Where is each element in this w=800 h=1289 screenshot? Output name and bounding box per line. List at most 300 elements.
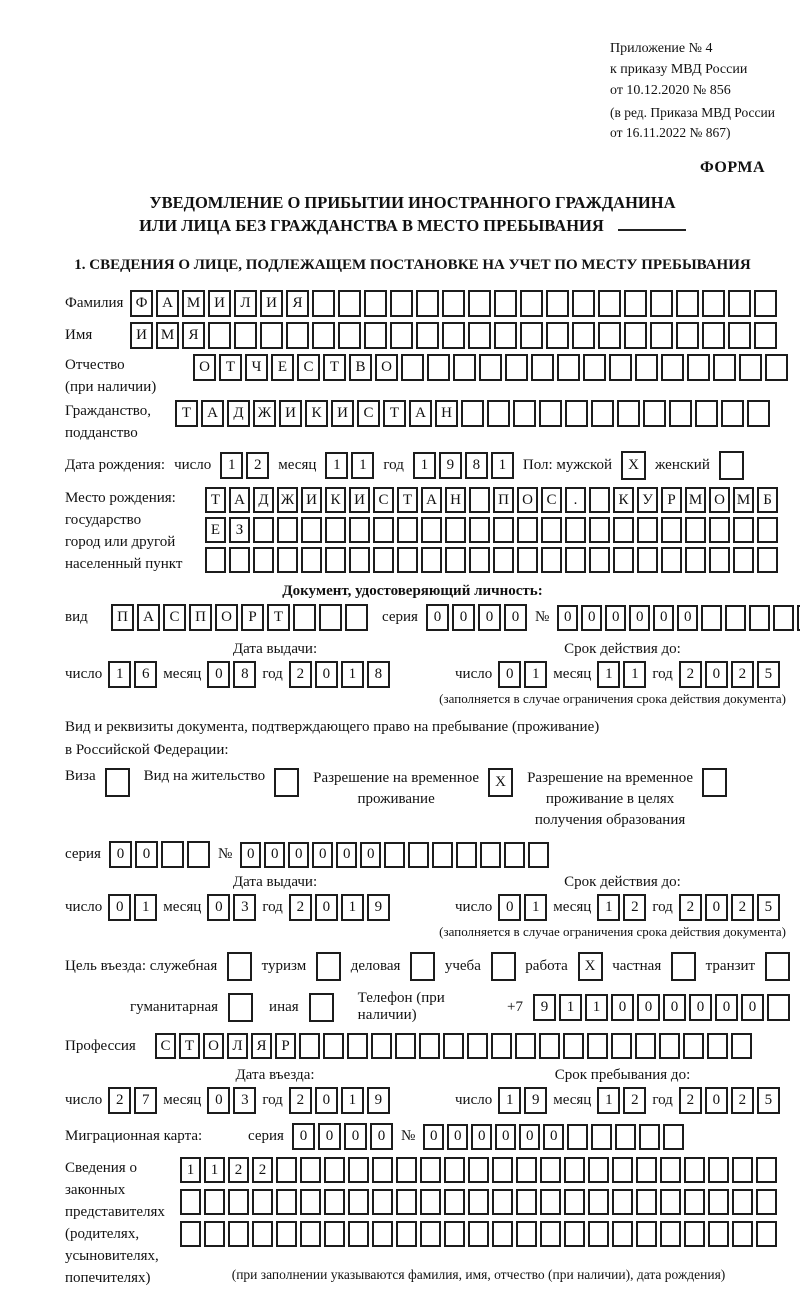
char-box[interactable]: 2 <box>679 661 702 688</box>
char-box[interactable] <box>325 517 346 543</box>
char-box[interactable] <box>397 547 418 573</box>
char-box[interactable] <box>348 1189 369 1215</box>
char-box[interactable] <box>260 322 283 349</box>
char-box[interactable]: 0 <box>519 1124 540 1150</box>
char-box[interactable] <box>345 604 368 631</box>
char-box[interactable]: Л <box>234 290 257 317</box>
char-box[interactable] <box>635 1033 656 1059</box>
char-box[interactable]: 0 <box>452 604 475 631</box>
char-box[interactable] <box>663 1124 684 1150</box>
char-box[interactable]: М <box>733 487 754 513</box>
char-box[interactable]: О <box>193 354 216 381</box>
char-box[interactable] <box>635 354 658 381</box>
char-box[interactable]: 0 <box>447 1124 468 1150</box>
char-box[interactable]: 1 <box>204 1157 225 1183</box>
char-box[interactable] <box>721 400 744 427</box>
char-box[interactable]: 0 <box>611 994 634 1021</box>
char-box[interactable]: 1 <box>597 661 620 688</box>
char-box[interactable]: 1 <box>524 661 547 688</box>
char-box[interactable] <box>372 1189 393 1215</box>
char-box[interactable] <box>324 1189 345 1215</box>
checkbox-cell[interactable] <box>227 952 252 981</box>
char-box[interactable] <box>445 547 466 573</box>
char-box[interactable] <box>661 547 682 573</box>
char-box[interactable]: К <box>325 487 346 513</box>
char-box[interactable]: 0 <box>288 842 309 868</box>
char-box[interactable]: А <box>201 400 224 427</box>
char-box[interactable]: Е <box>205 517 226 543</box>
char-box[interactable] <box>442 290 465 317</box>
char-box[interactable] <box>643 400 666 427</box>
char-box[interactable] <box>732 1221 753 1247</box>
char-box[interactable]: 0 <box>240 842 261 868</box>
char-box[interactable] <box>517 547 538 573</box>
char-box[interactable]: И <box>301 487 322 513</box>
char-box[interactable] <box>683 1033 704 1059</box>
char-box[interactable] <box>187 841 210 868</box>
char-box[interactable] <box>373 517 394 543</box>
char-box[interactable]: 1 <box>597 1087 620 1114</box>
char-box[interactable] <box>747 400 770 427</box>
char-box[interactable]: Р <box>275 1033 296 1059</box>
char-box[interactable] <box>479 354 502 381</box>
char-box[interactable] <box>487 400 510 427</box>
char-box[interactable]: 0 <box>360 842 381 868</box>
char-box[interactable]: П <box>189 604 212 631</box>
char-box[interactable]: 0 <box>423 1124 444 1150</box>
char-box[interactable] <box>492 1157 513 1183</box>
char-box[interactable] <box>390 322 413 349</box>
char-box[interactable] <box>371 1033 392 1059</box>
char-box[interactable] <box>756 1157 777 1183</box>
char-box[interactable] <box>767 994 790 1021</box>
char-box[interactable] <box>728 290 751 317</box>
char-box[interactable]: Т <box>179 1033 200 1059</box>
char-box[interactable]: Л <box>227 1033 248 1059</box>
char-box[interactable]: И <box>279 400 302 427</box>
char-box[interactable]: 2 <box>108 1087 131 1114</box>
char-box[interactable] <box>517 517 538 543</box>
char-box[interactable] <box>565 400 588 427</box>
char-box[interactable]: 2 <box>252 1157 273 1183</box>
char-box[interactable]: С <box>163 604 186 631</box>
char-box[interactable] <box>565 547 586 573</box>
char-box[interactable] <box>765 354 788 381</box>
char-box[interactable] <box>456 842 477 868</box>
char-box[interactable]: Т <box>397 487 418 513</box>
char-box[interactable]: С <box>373 487 394 513</box>
char-box[interactable]: В <box>349 354 372 381</box>
char-box[interactable] <box>756 1221 777 1247</box>
char-box[interactable] <box>468 1157 489 1183</box>
char-box[interactable]: О <box>215 604 238 631</box>
char-box[interactable] <box>636 1157 657 1183</box>
checkbox-cell[interactable] <box>309 993 334 1022</box>
char-box[interactable] <box>277 517 298 543</box>
checkbox-cell[interactable] <box>410 952 435 981</box>
char-box[interactable]: 0 <box>207 661 230 688</box>
char-box[interactable] <box>754 290 777 317</box>
char-box[interactable] <box>669 400 692 427</box>
char-box[interactable] <box>708 1221 729 1247</box>
char-box[interactable] <box>757 547 778 573</box>
char-box[interactable] <box>516 1221 537 1247</box>
char-box[interactable]: 0 <box>471 1124 492 1150</box>
char-box[interactable] <box>684 1157 705 1183</box>
char-box[interactable]: 1 <box>524 894 547 921</box>
char-box[interactable]: П <box>111 604 134 631</box>
char-box[interactable] <box>323 1033 344 1059</box>
char-box[interactable]: 0 <box>629 605 650 631</box>
checkbox-cell[interactable] <box>491 952 516 981</box>
char-box[interactable] <box>468 1189 489 1215</box>
char-box[interactable] <box>277 547 298 573</box>
checkbox-cell[interactable]: X <box>621 451 646 480</box>
char-box[interactable] <box>687 354 710 381</box>
char-box[interactable] <box>252 1189 273 1215</box>
char-box[interactable] <box>660 1189 681 1215</box>
char-box[interactable] <box>539 400 562 427</box>
char-box[interactable]: 1 <box>180 1157 201 1183</box>
char-box[interactable]: 1 <box>413 452 436 479</box>
char-box[interactable] <box>516 1189 537 1215</box>
char-box[interactable]: Ч <box>245 354 268 381</box>
char-box[interactable]: 1 <box>341 1087 364 1114</box>
char-box[interactable] <box>286 322 309 349</box>
char-box[interactable] <box>397 517 418 543</box>
char-box[interactable] <box>541 547 562 573</box>
char-box[interactable] <box>676 322 699 349</box>
char-box[interactable] <box>613 547 634 573</box>
char-box[interactable]: Т <box>205 487 226 513</box>
char-box[interactable]: 5 <box>757 661 780 688</box>
char-box[interactable] <box>349 517 370 543</box>
char-box[interactable] <box>469 517 490 543</box>
char-box[interactable]: 3 <box>233 894 256 921</box>
char-box[interactable] <box>685 517 706 543</box>
char-box[interactable] <box>372 1157 393 1183</box>
char-box[interactable]: Я <box>182 322 205 349</box>
char-box[interactable]: 0 <box>504 604 527 631</box>
char-box[interactable] <box>427 354 450 381</box>
char-box[interactable]: 0 <box>705 1087 728 1114</box>
char-box[interactable] <box>276 1221 297 1247</box>
char-box[interactable] <box>204 1189 225 1215</box>
char-box[interactable]: 0 <box>315 661 338 688</box>
char-box[interactable] <box>615 1124 636 1150</box>
char-box[interactable] <box>676 290 699 317</box>
char-box[interactable] <box>348 1157 369 1183</box>
char-box[interactable] <box>733 547 754 573</box>
char-box[interactable]: 2 <box>289 661 312 688</box>
char-box[interactable] <box>513 400 536 427</box>
char-box[interactable] <box>161 841 184 868</box>
char-box[interactable]: 0 <box>715 994 738 1021</box>
char-box[interactable] <box>709 547 730 573</box>
char-box[interactable] <box>695 400 718 427</box>
char-box[interactable] <box>546 290 569 317</box>
char-box[interactable] <box>253 547 274 573</box>
char-box[interactable]: 0 <box>207 1087 230 1114</box>
char-box[interactable]: 2 <box>246 452 269 479</box>
char-box[interactable] <box>395 1033 416 1059</box>
char-box[interactable] <box>661 354 684 381</box>
char-box[interactable] <box>707 1033 728 1059</box>
char-box[interactable] <box>384 842 405 868</box>
char-box[interactable] <box>444 1189 465 1215</box>
char-box[interactable] <box>180 1221 201 1247</box>
char-box[interactable]: Я <box>286 290 309 317</box>
char-box[interactable]: 0 <box>605 605 626 631</box>
char-box[interactable]: 1 <box>341 894 364 921</box>
char-box[interactable] <box>324 1157 345 1183</box>
char-box[interactable]: 0 <box>292 1123 315 1150</box>
char-box[interactable] <box>611 1033 632 1059</box>
char-box[interactable] <box>229 547 250 573</box>
char-box[interactable] <box>564 1157 585 1183</box>
char-box[interactable]: 0 <box>705 894 728 921</box>
char-box[interactable]: 1 <box>623 661 646 688</box>
char-box[interactable] <box>408 842 429 868</box>
char-box[interactable] <box>609 354 632 381</box>
char-box[interactable] <box>588 1189 609 1215</box>
char-box[interactable] <box>520 322 543 349</box>
char-box[interactable]: 0 <box>426 604 449 631</box>
char-box[interactable]: У <box>637 487 658 513</box>
char-box[interactable] <box>491 1033 512 1059</box>
char-box[interactable]: 8 <box>233 661 256 688</box>
char-box[interactable] <box>612 1157 633 1183</box>
char-box[interactable]: А <box>421 487 442 513</box>
char-box[interactable] <box>754 322 777 349</box>
char-box[interactable]: 2 <box>679 894 702 921</box>
char-box[interactable]: 5 <box>757 1087 780 1114</box>
checkbox-cell[interactable] <box>105 768 130 797</box>
char-box[interactable] <box>650 290 673 317</box>
char-box[interactable] <box>732 1189 753 1215</box>
char-box[interactable] <box>539 1033 560 1059</box>
char-box[interactable]: 2 <box>289 1087 312 1114</box>
char-box[interactable]: А <box>229 487 250 513</box>
char-box[interactable]: 0 <box>543 1124 564 1150</box>
char-box[interactable] <box>702 290 725 317</box>
char-box[interactable] <box>588 1157 609 1183</box>
char-box[interactable] <box>234 322 257 349</box>
char-box[interactable] <box>228 1221 249 1247</box>
char-box[interactable]: И <box>349 487 370 513</box>
char-box[interactable]: С <box>541 487 562 513</box>
char-box[interactable] <box>401 354 424 381</box>
char-box[interactable]: 0 <box>581 605 602 631</box>
char-box[interactable] <box>659 1033 680 1059</box>
char-box[interactable] <box>598 322 621 349</box>
char-box[interactable] <box>757 517 778 543</box>
char-box[interactable] <box>739 354 762 381</box>
char-box[interactable] <box>505 354 528 381</box>
char-box[interactable]: 0 <box>557 605 578 631</box>
char-box[interactable]: 1 <box>134 894 157 921</box>
char-box[interactable]: 5 <box>757 894 780 921</box>
char-box[interactable]: 0 <box>207 894 230 921</box>
char-box[interactable]: 0 <box>318 1123 341 1150</box>
char-box[interactable]: И <box>208 290 231 317</box>
char-box[interactable]: 0 <box>312 842 333 868</box>
char-box[interactable]: Ж <box>253 400 276 427</box>
char-box[interactable]: А <box>137 604 160 631</box>
char-box[interactable] <box>421 547 442 573</box>
char-box[interactable] <box>493 547 514 573</box>
char-box[interactable] <box>494 322 517 349</box>
char-box[interactable]: 0 <box>478 604 501 631</box>
char-box[interactable] <box>467 1033 488 1059</box>
char-box[interactable]: А <box>156 290 179 317</box>
char-box[interactable]: Т <box>267 604 290 631</box>
char-box[interactable] <box>468 1221 489 1247</box>
char-box[interactable] <box>180 1189 201 1215</box>
char-box[interactable] <box>540 1221 561 1247</box>
char-box[interactable] <box>520 290 543 317</box>
char-box[interactable] <box>541 517 562 543</box>
char-box[interactable] <box>636 1221 657 1247</box>
char-box[interactable] <box>445 517 466 543</box>
char-box[interactable]: Б <box>757 487 778 513</box>
char-box[interactable] <box>347 1033 368 1059</box>
char-box[interactable]: 0 <box>741 994 764 1021</box>
char-box[interactable]: 9 <box>533 994 556 1021</box>
char-box[interactable]: 0 <box>689 994 712 1021</box>
char-box[interactable] <box>773 605 794 631</box>
char-box[interactable]: С <box>155 1033 176 1059</box>
char-box[interactable] <box>364 290 387 317</box>
char-box[interactable] <box>564 1189 585 1215</box>
char-box[interactable] <box>612 1221 633 1247</box>
checkbox-cell[interactable] <box>719 451 744 480</box>
char-box[interactable]: 1 <box>498 1087 521 1114</box>
char-box[interactable] <box>312 290 335 317</box>
char-box[interactable]: 2 <box>731 1087 754 1114</box>
char-box[interactable]: Я <box>251 1033 272 1059</box>
char-box[interactable] <box>420 1157 441 1183</box>
char-box[interactable] <box>583 354 606 381</box>
char-box[interactable]: 3 <box>233 1087 256 1114</box>
char-box[interactable] <box>708 1157 729 1183</box>
char-box[interactable]: Д <box>227 400 250 427</box>
char-box[interactable] <box>685 547 706 573</box>
char-box[interactable] <box>572 290 595 317</box>
char-box[interactable] <box>432 842 453 868</box>
char-box[interactable]: Ж <box>277 487 298 513</box>
char-box[interactable] <box>589 487 610 513</box>
char-box[interactable]: 0 <box>637 994 660 1021</box>
char-box[interactable]: Н <box>445 487 466 513</box>
char-box[interactable] <box>709 517 730 543</box>
char-box[interactable] <box>565 517 586 543</box>
char-box[interactable]: И <box>331 400 354 427</box>
char-box[interactable] <box>588 1221 609 1247</box>
char-box[interactable] <box>660 1157 681 1183</box>
char-box[interactable] <box>613 517 634 543</box>
char-box[interactable] <box>480 842 501 868</box>
char-box[interactable] <box>702 322 725 349</box>
char-box[interactable] <box>299 1033 320 1059</box>
char-box[interactable] <box>293 604 316 631</box>
char-box[interactable] <box>564 1221 585 1247</box>
char-box[interactable] <box>469 547 490 573</box>
char-box[interactable] <box>639 1124 660 1150</box>
char-box[interactable]: П <box>493 487 514 513</box>
char-box[interactable] <box>300 1157 321 1183</box>
char-box[interactable] <box>515 1033 536 1059</box>
char-box[interactable] <box>205 547 226 573</box>
char-box[interactable] <box>516 1157 537 1183</box>
char-box[interactable] <box>338 290 361 317</box>
char-box[interactable] <box>684 1221 705 1247</box>
char-box[interactable]: 1 <box>597 894 620 921</box>
char-box[interactable]: 8 <box>367 661 390 688</box>
char-box[interactable]: М <box>182 290 205 317</box>
char-box[interactable]: 8 <box>465 452 488 479</box>
char-box[interactable]: 0 <box>495 1124 516 1150</box>
char-box[interactable] <box>493 517 514 543</box>
char-box[interactable]: 0 <box>109 841 132 868</box>
char-box[interactable]: 0 <box>135 841 158 868</box>
char-box[interactable]: О <box>375 354 398 381</box>
char-box[interactable]: М <box>156 322 179 349</box>
char-box[interactable]: Е <box>271 354 294 381</box>
checkbox-cell[interactable] <box>671 952 696 981</box>
char-box[interactable] <box>419 1033 440 1059</box>
char-box[interactable]: 0 <box>498 894 521 921</box>
char-box[interactable] <box>300 1189 321 1215</box>
char-box[interactable] <box>728 322 751 349</box>
char-box[interactable]: 1 <box>351 452 374 479</box>
char-box[interactable] <box>494 290 517 317</box>
char-box[interactable] <box>372 1221 393 1247</box>
char-box[interactable]: О <box>709 487 730 513</box>
char-box[interactable] <box>228 1189 249 1215</box>
char-box[interactable] <box>421 517 442 543</box>
char-box[interactable] <box>572 322 595 349</box>
char-box[interactable] <box>396 1189 417 1215</box>
char-box[interactable]: О <box>203 1033 224 1059</box>
char-box[interactable] <box>312 322 335 349</box>
char-box[interactable]: 9 <box>367 894 390 921</box>
char-box[interactable] <box>338 322 361 349</box>
char-box[interactable]: 0 <box>663 994 686 1021</box>
char-box[interactable] <box>725 605 746 631</box>
char-box[interactable]: Н <box>435 400 458 427</box>
char-box[interactable] <box>208 322 231 349</box>
char-box[interactable]: И <box>130 322 153 349</box>
char-box[interactable] <box>563 1033 584 1059</box>
char-box[interactable] <box>324 1221 345 1247</box>
char-box[interactable]: 1 <box>341 661 364 688</box>
char-box[interactable] <box>325 547 346 573</box>
char-box[interactable]: 9 <box>367 1087 390 1114</box>
char-box[interactable]: Т <box>323 354 346 381</box>
char-box[interactable]: 6 <box>134 661 157 688</box>
char-box[interactable] <box>591 1124 612 1150</box>
char-box[interactable]: 1 <box>220 452 243 479</box>
char-box[interactable]: 2 <box>731 661 754 688</box>
checkbox-cell[interactable] <box>316 952 341 981</box>
char-box[interactable] <box>684 1189 705 1215</box>
char-box[interactable] <box>416 322 439 349</box>
char-box[interactable]: 0 <box>677 605 698 631</box>
char-box[interactable] <box>661 517 682 543</box>
char-box[interactable]: 0 <box>370 1123 393 1150</box>
char-box[interactable]: 0 <box>108 894 131 921</box>
